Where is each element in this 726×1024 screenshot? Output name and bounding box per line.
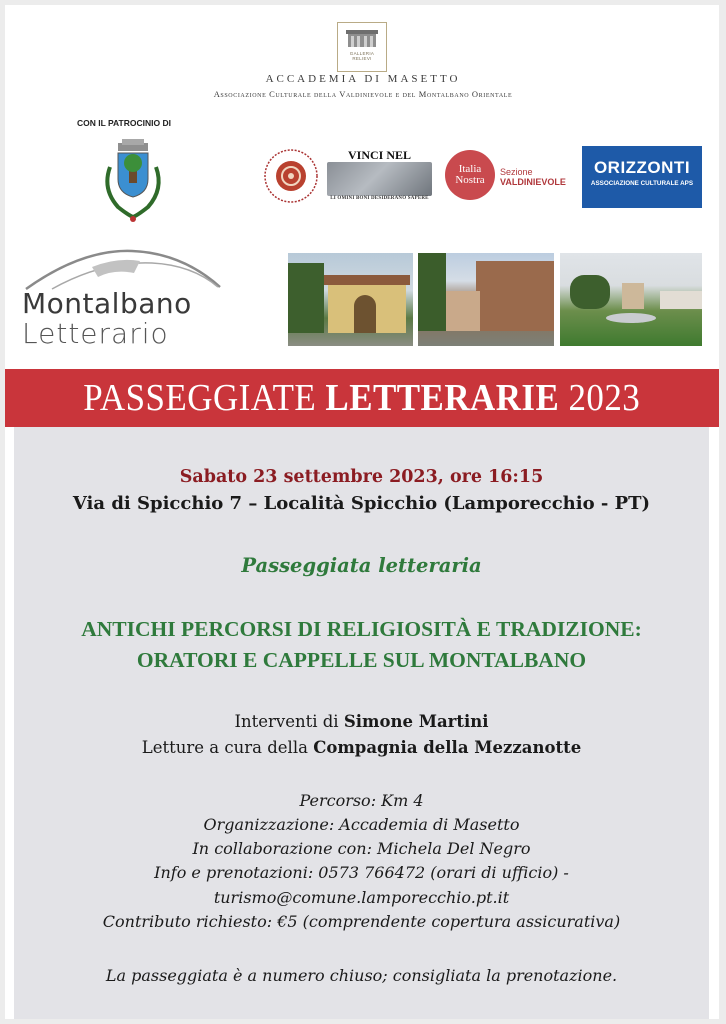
oratory-photo [288,253,413,346]
info-collaboration: In collaborazione con: Michela Del Negro [192,839,531,858]
italia-nostra-logo [445,148,575,204]
montalbano-letterario-logo [20,243,225,353]
italia-nostra-line2: Nostra [455,174,485,186]
village-street-photo [418,253,554,346]
info-booking-phone: Info e prenotazioni: 0573 766472 (orari di ufficio) - [154,863,569,882]
event-title-line1: ANTICHI PERCORSI DI RELIGIOSITÀ E TRADIZIONE: [81,617,642,641]
italia-section-label: Sezione [500,167,533,177]
info-route: Percorso: Km 4 [299,791,424,810]
vinci-nel-cuore-logo [327,148,432,204]
speaker-prefix: Interventi di [234,712,344,731]
speaker-name: Simone Martini [343,712,489,731]
info-fee: Contributo richiesto: €5 (comprendente copertura assicurativa) [102,912,621,931]
accademia-logo-icon [337,22,387,72]
italia-nostra-circle-icon [445,150,495,200]
banner-part3: 2023 [559,377,641,419]
italia-nostra-line1: Italia [458,163,482,175]
orizzonti-subtitle: ASSOCIAZIONE CULTURALE APS [590,180,694,187]
face-portrait-icon [327,162,432,196]
event-date: Sabato 23 settembre 2023, ore 16:15 [179,467,544,487]
reading-prefix: Letture a cura della [141,738,314,757]
brand-line2: Letterario [22,317,169,350]
building-icon [345,27,379,49]
association-seal-icon [260,148,322,204]
patronage-label: CON IL PATROCINIO DI [77,118,171,128]
event-address: Via di Spicchio 7 – Località Spicchio (Lamporecchio - PT) [72,493,651,514]
reading-line [14,738,709,757]
orizzonti-name: ORIZZONTI [593,158,691,177]
villa-garden-photo [560,253,702,346]
event-details-panel [14,427,709,1019]
vinci-title: VINCI NEL [347,148,411,162]
organization-subtitle: Associazione Culturale della Valdinievole e del Montalbano Orientale [213,89,513,99]
brand-line1: Montalbano [22,287,192,320]
event-type: Passeggiata letteraria [241,554,482,577]
speaker-line [14,712,709,731]
info-organization: Organizzazione: Accademia di Masetto [203,815,520,834]
banner-title [83,376,640,420]
banner-part2: LETTERARIE [325,377,560,419]
organization-title: ACCADEMIA DI MASETTO [265,73,461,85]
title-banner [5,369,719,427]
reading-group: Compagnia della Mezzanotte [313,738,582,757]
orizzonti-logo [582,146,702,208]
event-title-line2: ORATORI E CAPPELLE SUL MONTALBANO [136,648,587,672]
banner-part1: PASSEGGIATE [83,377,326,419]
accademia-logo-caption: GALLERIA RELIEVI [349,51,375,61]
italia-area-label: VALDINIEVOLE [500,177,566,187]
municipal-crest-icon [98,137,168,227]
vinci-motto: LI OMINI BONI DESIDERANO SAPERE [330,196,429,201]
booking-note: La passeggiata è a numero chiuso; consigliata la prenotazione. [105,966,618,985]
info-booking-email: turismo@comune.lamporecchio.pt.it [213,888,510,907]
